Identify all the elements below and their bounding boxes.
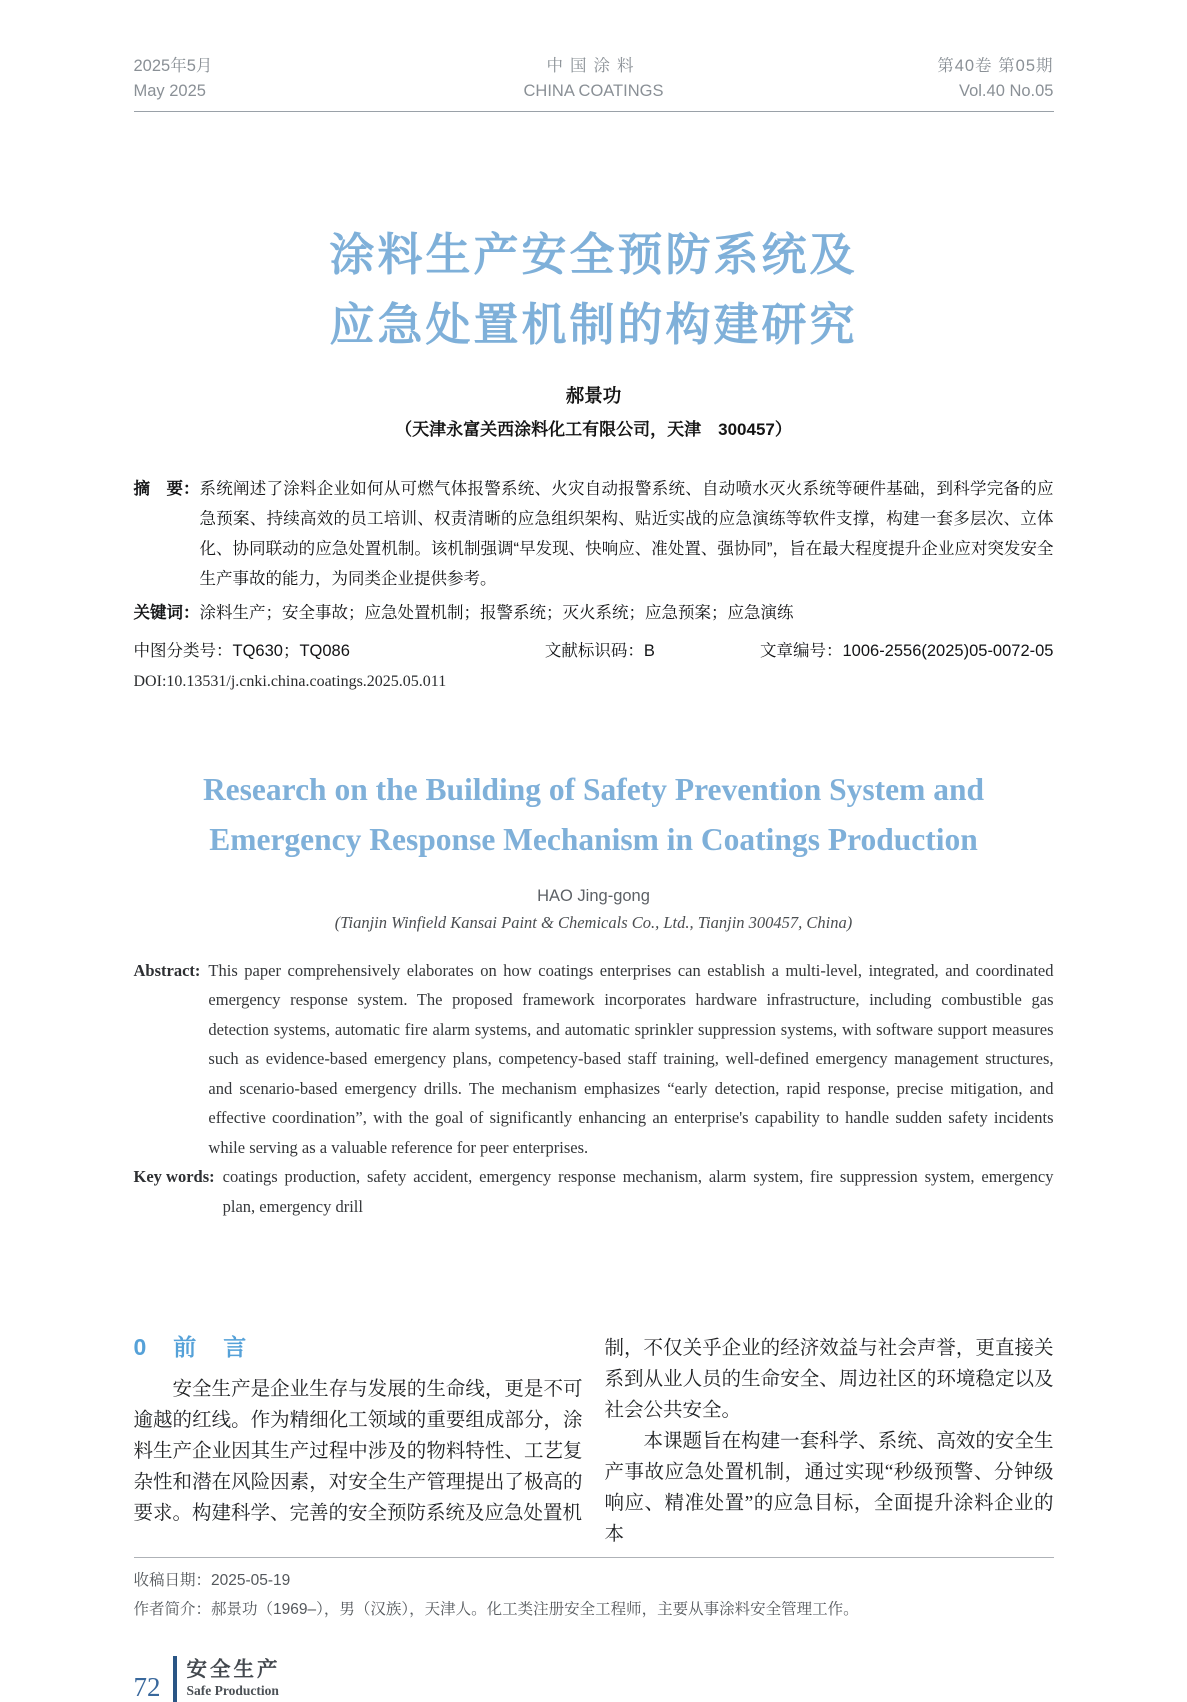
article-title-en-line2: Emergency Response Mechanism in Coatings Production	[209, 821, 978, 857]
affiliation-en: (Tianjin Winfield Kansai Paint & Chemicals Co., Ltd., Tianjin 300457, China)	[334, 912, 853, 932]
body-column-right	[605, 1333, 1054, 1550]
abstract-en-label: Abstract:	[133, 960, 201, 980]
journal-name	[494, 54, 694, 104]
footer-column-name	[187, 1658, 281, 1700]
affiliation-cn: （天津永富关西涂料化工有限公司，天津 300457）	[395, 419, 792, 439]
footnote-rule	[134, 1557, 1054, 1558]
keywords-cn	[134, 598, 1054, 628]
author-cn: 郝景功	[565, 384, 622, 406]
header-rule	[134, 111, 1054, 112]
footer-column-en: Safe Production	[186, 1683, 279, 1698]
keywords-en	[134, 1162, 1054, 1221]
article-title-cn-line2: 应急处置机制的构建研究	[329, 298, 858, 350]
article-title-cn-line1: 涂料生产安全预防系统及	[329, 228, 858, 280]
issue-date-en: May 2025	[133, 81, 206, 100]
abstract-en-text: This paper comprehensively elaborates on how coatings enterprises can establish a multi-level, integrated, and coordinated emergency response system. The proposed framework incorporates hardware infrastructure, including combustible gas detection systems, automatic fire alarm systems, and automatic sprinkler suppression systems, with software support measures such as evidence-based emergency plans, competency-based staff training, well-defined emergency management structures, and scenario-based emergency drills. The mechanism emphasizes “early detection, rapid response, precise mitigation, and effective coordination”, with the goal of significantly enhancing an enterprise's capability to handle sudden safety incidents while serving as a valuable reference for peer enterprises.	[208, 960, 1054, 1157]
author-bio: 作者简介：郝景功（1969–），男（汉族），天津人。化工类注册安全工程师，主要从事涂料安全管理工作。	[133, 1601, 859, 1618]
body-columns	[134, 1333, 1054, 1550]
clc-number: 中图分类号：TQ630；TQ086	[133, 641, 350, 660]
document-code: 文献标识码：B	[544, 641, 655, 660]
abstract-cn-label: 摘 要：	[133, 479, 200, 498]
intro-paragraph-left: 安全生产是企业生存与发展的生命线，更是不可逾越的红线。作为精细化工领域的重要组成部分，涂料生产企业因其生产过程中涉及的物料特性、工艺复杂性和潜在风险因素，对安全生产管理提出了极高的要求。构建科学、完善的安全预防系统及应急处置机	[133, 1379, 583, 1524]
article-id: 文章编号：1006-2556(2025)05-0072-05	[759, 641, 1054, 660]
section-heading-intro: 0 前 言	[133, 1334, 249, 1360]
keywords-cn-label: 关键词：	[133, 603, 200, 622]
article-title-en	[134, 765, 1054, 865]
footer-column-cn: 安全生产	[186, 1658, 281, 1681]
journal-name-cn: 中国涂料	[546, 57, 641, 75]
issue-date	[134, 54, 334, 104]
intro-paragraph-right-1: 制，不仅关乎企业的经济效益与社会声誉，更直接关系到从业人员的生命安全、周边社区的环境稳定以及社会公共安全。	[604, 1338, 1054, 1421]
abstract-cn	[134, 474, 1054, 594]
keywords-cn-text: 涂料生产；安全事故；应急处置机制；报警系统；灭火系统；应急预案；应急演练	[199, 603, 794, 622]
journal-name-en: CHINA COATINGS	[523, 81, 664, 100]
abstract-en	[134, 956, 1054, 1163]
body-column-left	[134, 1333, 583, 1550]
footnote	[134, 1566, 1054, 1624]
meta-row	[134, 637, 1054, 661]
received-date: 收稿日期：2025-05-19	[133, 1572, 291, 1589]
article-title-en-line1: Research on the Building of Safety Prevention System and	[202, 771, 985, 807]
page-number: 72	[133, 1672, 161, 1702]
doi: DOI:10.13531/j.cnki.china.coatings.2025.05.011	[133, 672, 447, 690]
volume-issue-cn: 第40卷 第05期	[937, 57, 1054, 75]
keywords-en-text: coatings production, safety accident, emergency response mechanism, alarm system, fire suppression system, emergency plan, emergency drill	[222, 1167, 1054, 1216]
abstract-cn-text: 系统阐述了涂料企业如何从可燃气体报警系统、火灾自动报警系统、自动喷水灭火系统等硬件基础，到科学完备的应急预案、持续高效的员工培训、权责清晰的应急组织架构、贴近实战的应急演练等软件支撑，构建一套多层次、立体化、协同联动的应急处置机制。该机制强调“早发现、快响应、准处置、强协同”，旨在最大程度提升企业应对突发安全生产事故的能力，为同类企业提供参考。	[199, 479, 1054, 588]
running-head	[134, 54, 1054, 104]
volume-issue	[854, 54, 1054, 104]
journal-page	[134, 0, 1054, 1702]
volume-issue-en: Vol.40 No.05	[959, 81, 1054, 100]
keywords-en-label: Key words:	[133, 1167, 215, 1186]
issue-date-cn: 2025年5月	[133, 57, 213, 75]
article-title-cn	[134, 220, 1054, 360]
footer-divider	[173, 1656, 177, 1702]
page-footer	[134, 1656, 1054, 1702]
intro-paragraph-right-2: 本课题旨在构建一套科学、系统、高效的安全生产事故应急处置机制，通过实现“秒级预警、分钟级响应、精准处置”的应急目标，全面提升涂料企业的本	[604, 1431, 1054, 1545]
author-en: HAO Jing-gong	[537, 886, 650, 905]
